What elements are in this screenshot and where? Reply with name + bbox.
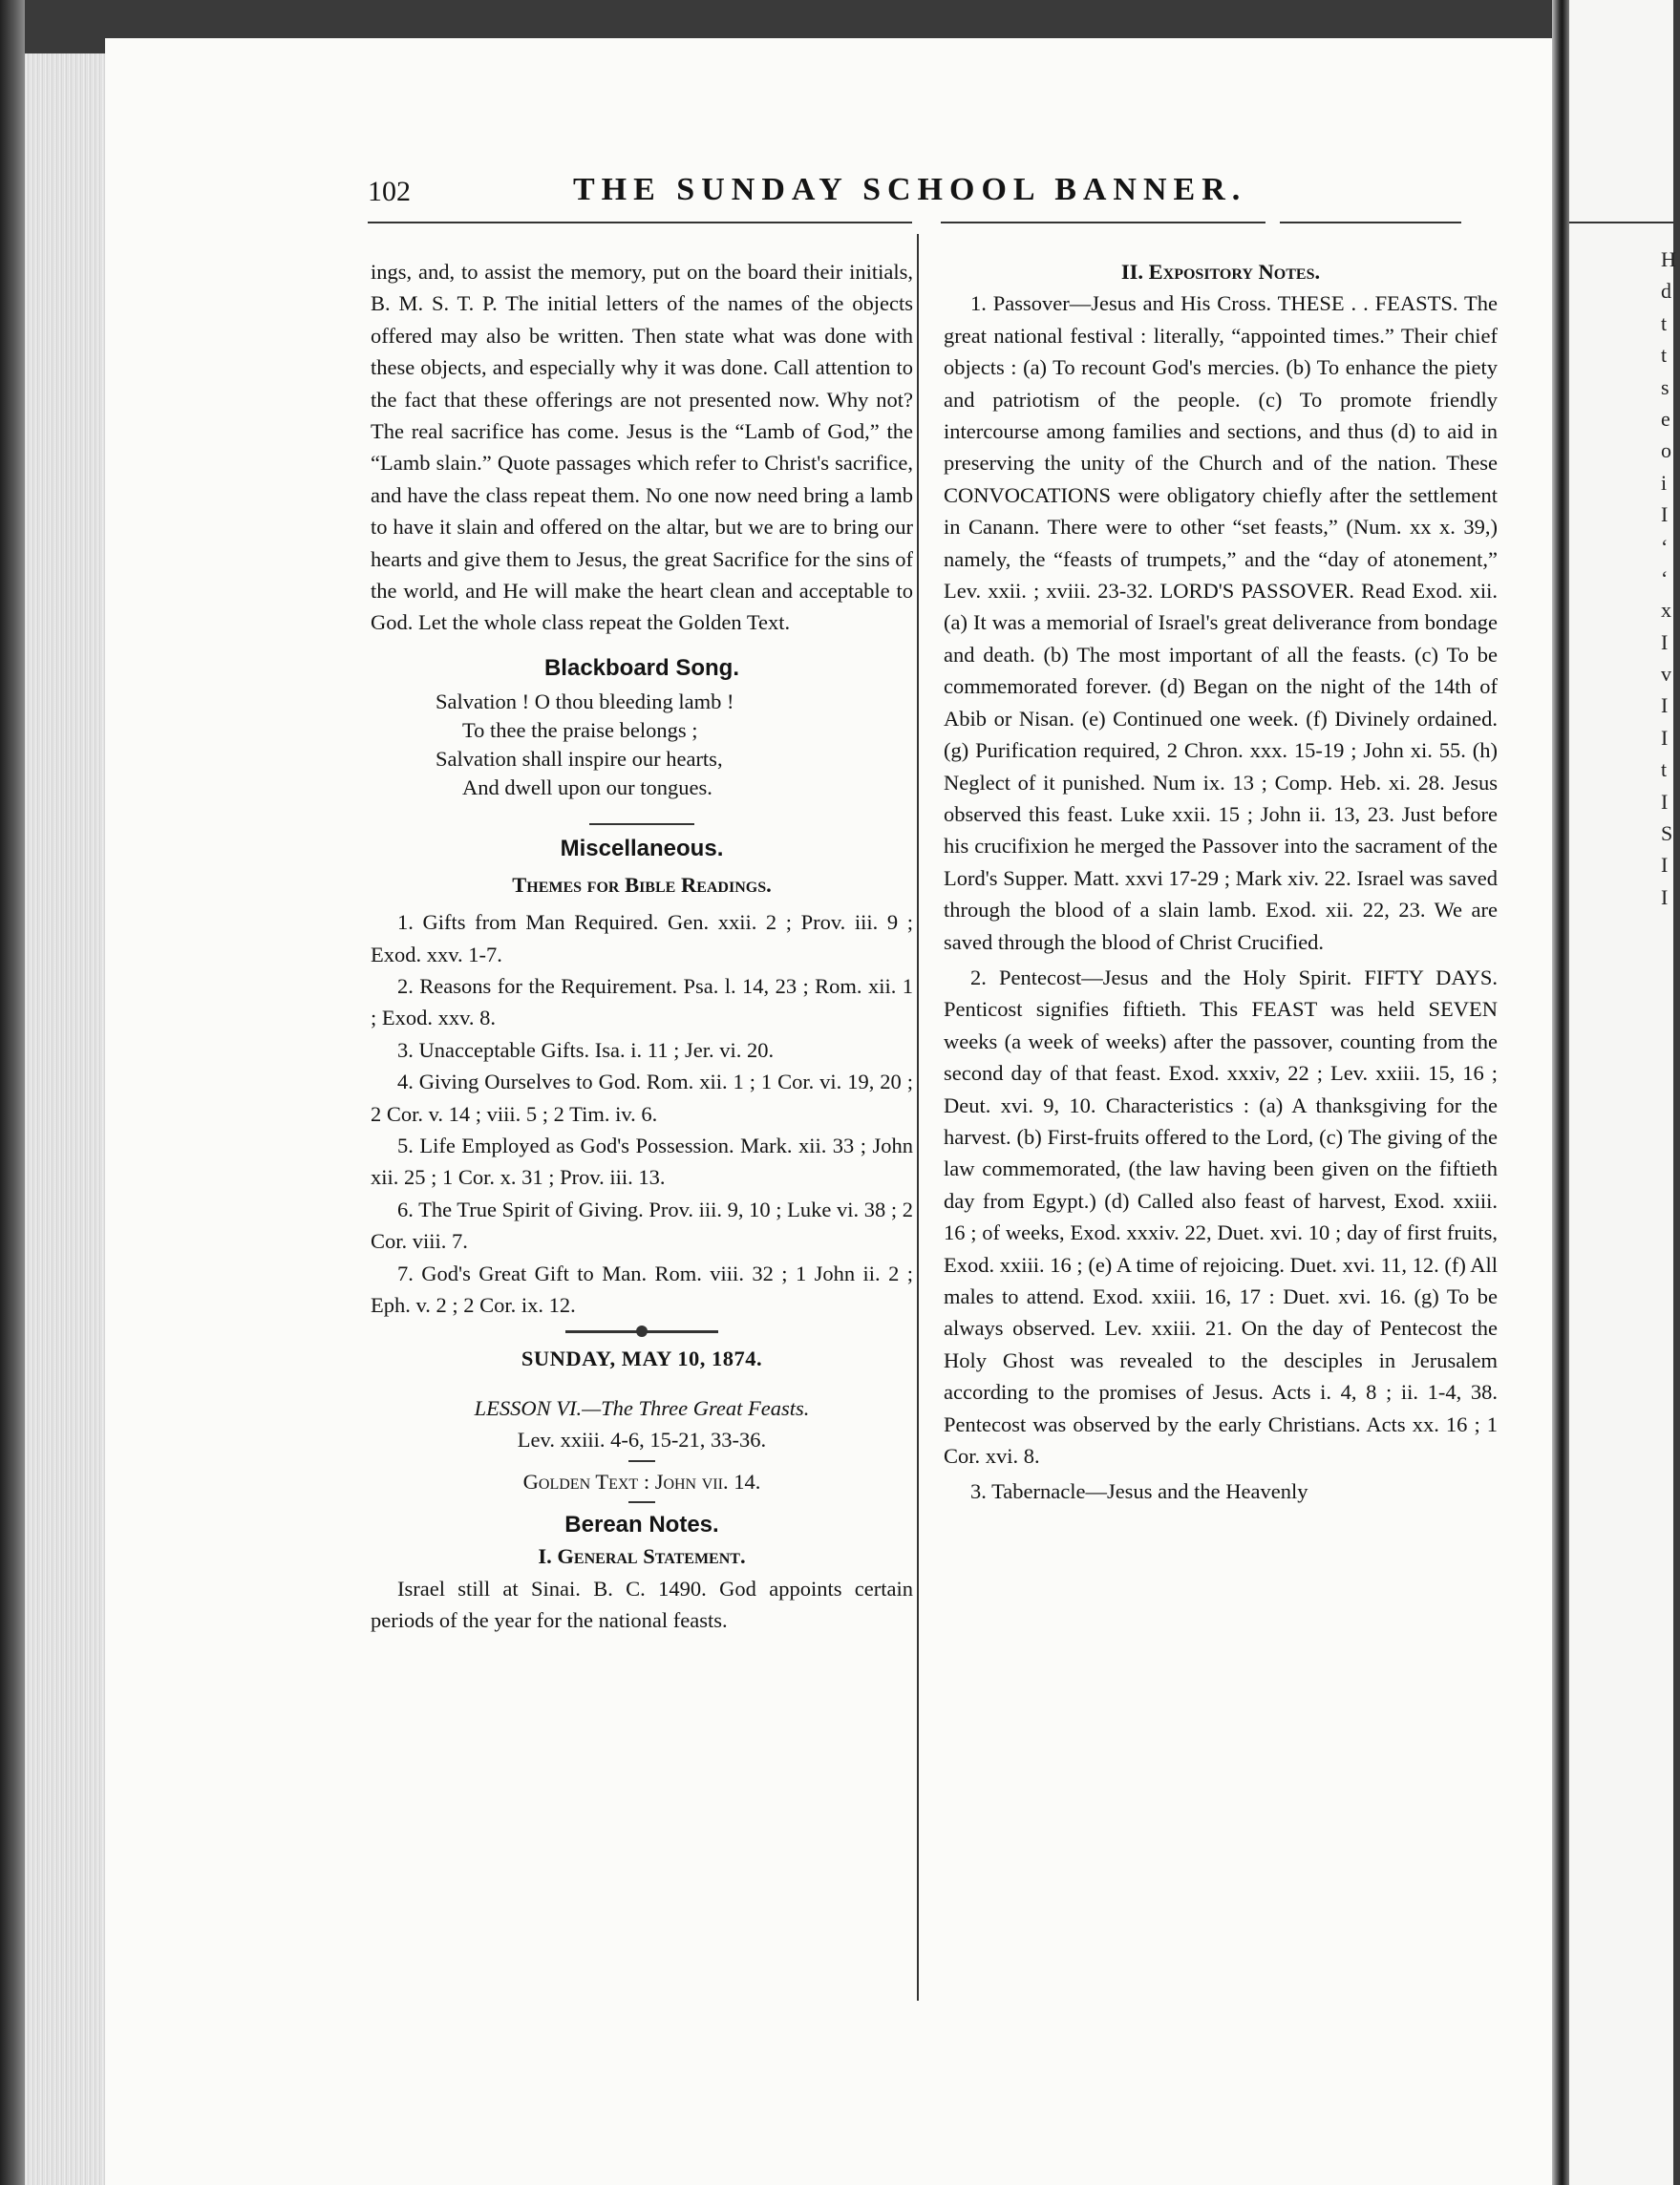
fragment-letter: H bbox=[1661, 247, 1676, 271]
intro-line: done. Call attention to the fact that these bbox=[371, 355, 913, 412]
fragment-letter: x bbox=[1661, 598, 1671, 623]
fragment-letter: ‘ bbox=[1661, 565, 1669, 590]
general-statement-heading: I. General Statement. bbox=[538, 1544, 746, 1569]
expository-notes-heading: II. Expository Notes. bbox=[1120, 260, 1321, 284]
page-header bbox=[368, 162, 1495, 220]
miscellaneous-heading: Miscellaneous. bbox=[560, 836, 724, 862]
themes-list bbox=[371, 906, 913, 1321]
scan-edge bbox=[0, 0, 25, 2185]
fragment-letter: I bbox=[1661, 502, 1669, 527]
fragment-letter: I bbox=[1661, 693, 1669, 718]
theme-item: 6. The True Spirit of Giving. Prov. iii. 9, 10 ; Luke vi. 38 ; 2 Cor. viii. 7. bbox=[371, 1197, 914, 1254]
fragment-letter: I bbox=[1661, 725, 1669, 750]
next-page-header-rule bbox=[1569, 222, 1673, 223]
song-line: Salvation shall inspire our hearts, bbox=[436, 747, 723, 772]
fragment-letter: I bbox=[1661, 789, 1669, 814]
intro-line: but we are to bring our hearts and give them to bbox=[371, 515, 913, 571]
note-tabernacle: 3. Tabernacle—Jesus and the Heavenly bbox=[970, 1479, 1308, 1504]
intro-line: board their initials, B. M. S. T. P. The initial bbox=[371, 260, 914, 316]
note-pentecost: 2. Pentecost—Jesus and the Holy Spirit. FIFTY DAYS. Penticost signifies fiftieth. This FEAST was held SEVEN weeks (a week of weeks) after the passover, counting from the second day of that feast. Exod. xxxiv, 22 ; Lev. xxiii. 15, 16 ; Deut. xvi. 9, 10. Characteristics : (a) A thanksgiving for the harvest. (b) First-fruits offered to the Lord, (c) The giving of the law commemorated, (the law having been given on the fiftieth day from Egypt.) (d) Called also feast of harvest, Exod. xxiii. 16 ; of weeks, Exod. xxxiv. 22, Duet. xvi. 10 ; day of first fruits, Exod. xxiii. 16 ; (e) A time of rejoicing. Duet. xvi. 11, 12. (f) All males to attend. Exod. xxiii. 16, 17 : Duet. xvi. 16. (g) To be always observed. Lev. xxiii. 21. On the day of Pentecost the Holy Ghost was revealed to the desciples in Jerusalem according to the promises of Jesus. Acts i. 4, 8 ; ii. 1-4, 38. Pentecost was observed by the early Christians. Acts xx. 16 ; 1 Cor. xvi. 8. bbox=[944, 965, 1498, 1469]
theme-item: 3. Unacceptable Gifts. Isa. i. 11 ; Jer. vi. 20. bbox=[397, 1037, 775, 1062]
intro-line: The real sacrifice has come. Jesus is the “Lamb bbox=[371, 419, 802, 444]
themes-subheading: Themes for Bible Readings. bbox=[512, 872, 772, 897]
left-column bbox=[371, 256, 913, 1637]
fragment-letter: I bbox=[1661, 853, 1669, 878]
section-rule bbox=[628, 1460, 655, 1462]
general-statement-text: Israel still at Sinai. B. C. 1490. God appoints certain periods of the year for the national feasts. bbox=[371, 1576, 913, 1633]
intro-line: world, and He will make the heart clean and bbox=[403, 579, 799, 604]
fragment-letter: I bbox=[1661, 629, 1669, 654]
fragment-letter: d bbox=[1661, 279, 1671, 304]
book-gutter bbox=[1552, 0, 1569, 2185]
theme-item: 4. Giving Ourselves to God. Rom. xii. 1 ; 1 Cor. vi. 19, 20 ; 2 Cor. v. 14 ; viii. 5 ; 2 Tim. iv. 6. bbox=[371, 1070, 913, 1126]
fragment-letter: v bbox=[1661, 662, 1671, 687]
intro-line: ings, and, to assist the memory, put on the bbox=[371, 260, 748, 284]
intro-line: Jesus, the great Sacrifice for the sins of the bbox=[371, 546, 913, 604]
fragment-letter: e bbox=[1661, 406, 1670, 431]
berean-notes-heading: Berean Notes. bbox=[564, 1512, 719, 1538]
intro-line: of God,” the “Lamb slain.” Quote passages bbox=[371, 419, 914, 476]
right-column bbox=[944, 256, 1498, 1508]
note-passover: 1. Passover—Jesus and His Cross. THESE . . FEASTS. The great national festival : literally, “appointed times.” Their chief objects : (a) To recount God's mercies. (b) To enhance the piety and patriotism of the people. (c) To promote friendly intercourse among families and sections, and thus (d) to aid in preserving the unity of the Church and of the nation. These CONVOCATIONS were obligatory chiefly after the settlement in Canann. There were to other “set feasts,” (Num. xx x. 39,) namely, the “feasts of trumpets,” and the “day of atonement,” Lev. xxii. ; xviii. 23-32. LORD'S PASSOVER. Read Exod. xii. (a) It was a memorial of Israel's great deliverance from bondage and death. (b) The most important of all the feasts. (c) To be commemorated forever. (d) Began on the night of the 14th of Abib or Nisan. (e) Continued one week. (f) Divinely ordained. (g) Purification required, 2 Chron. xxx. 15-19 ; John xi. 55. (h) Neglect of it punished. Num ix. 13 ; Comp. Heb. xi. 28. Jesus observed this feast. Luke xxii. 15 ; John ii. 13, 23. Just before his crucifixion he merged the Passover into the sacrament of the Lord's Supper. Matt. xxvi 17-29 ; Mark xiv. 22. Israel was saved through the blood of a slain lamb. Exod. xii. 22, 23. We are saved through the blood of Christ Crucified. bbox=[944, 291, 1498, 954]
fragment-letter: S bbox=[1661, 821, 1673, 846]
blackboard-song-heading: Blackboard Song. bbox=[543, 654, 740, 681]
intro-line: acceptable to God. Let the whole class repeat bbox=[371, 579, 913, 635]
header-rule-left bbox=[368, 222, 912, 223]
column-divider bbox=[917, 234, 919, 2001]
intro-line: class repeat them. No one now need bring a bbox=[485, 482, 870, 507]
blackboard-song bbox=[436, 688, 913, 802]
intro-line: with these objects, and especially why it was bbox=[371, 323, 913, 380]
lesson-scripture: Lev. xxiii. 4-6, 15-21, 33-36. bbox=[517, 1428, 767, 1453]
theme-item: 7. God's Great Gift to Man. Rom. viii. 32 ; 1 John ii. 2 ; Eph. v. 2 ; 2 Cor. ix. 12. bbox=[371, 1261, 913, 1317]
fragment-letter: t bbox=[1661, 343, 1668, 368]
theme-item: 5. Life Employed as God's Possession. Mark. xii. 33 ; John xii. 25 ; 1 Cor. x. 31 ; Prov. iii. 13. bbox=[371, 1133, 913, 1190]
golden-text: Golden Text : John vii. 14. bbox=[522, 1469, 761, 1494]
intro-line: letters of the names of the objects offered may bbox=[371, 291, 913, 348]
intro-line: the Golden Text. bbox=[647, 610, 791, 635]
next-page-fragment bbox=[1661, 244, 1680, 913]
book-page-stack bbox=[25, 53, 105, 2185]
fragment-letter: ‘ bbox=[1661, 534, 1669, 559]
theme-item: 1. Gifts from Man Required. Gen. xxii. 2 ; Prov. iii. 9 ; Exod. xxv. 1-7. bbox=[371, 910, 913, 966]
page-number: 102 bbox=[368, 176, 411, 207]
section-rule bbox=[589, 823, 694, 825]
fragment-letter: t bbox=[1661, 310, 1668, 335]
lesson-date: SUNDAY, MAY 10, 1874. bbox=[521, 1347, 763, 1371]
theme-item: 2. Reasons for the Requirement. Psa. l. 14, 23 ; Rom. xii. 1 ; Exod. xxv. 8. bbox=[371, 973, 913, 1030]
intro-line: lamb to have it slain and offered on the altar, bbox=[371, 482, 913, 540]
song-line: And dwell upon our tongues. bbox=[462, 775, 712, 800]
section-rule bbox=[628, 1501, 655, 1503]
intro-paragraph bbox=[371, 256, 913, 639]
song-line: Salvation ! O thou bleeding lamb ! bbox=[436, 689, 734, 714]
intro-line: offerings are not presented now. Why not? bbox=[535, 387, 913, 412]
ornamental-rule bbox=[565, 1330, 718, 1333]
fragment-letter: i bbox=[1661, 470, 1668, 495]
song-line: To thee the praise belongs ; bbox=[462, 718, 698, 743]
lesson-title: LESSON VI.—The Three Great Feasts. bbox=[474, 1395, 810, 1420]
header-rule-middle bbox=[941, 222, 1265, 223]
intro-line: which refer to Christ's sacrifice, and have the bbox=[371, 451, 913, 507]
running-title: THE SUNDAY SCHOOL BANNER. bbox=[573, 172, 1247, 207]
fragment-letter: I bbox=[1661, 884, 1669, 909]
fragment-letter: s bbox=[1661, 374, 1669, 399]
next-page-edge bbox=[1569, 0, 1676, 2185]
fragment-letter: t bbox=[1661, 757, 1668, 782]
fragment-letter: o bbox=[1661, 438, 1671, 463]
intro-line: also be written. Then state what was done bbox=[485, 323, 875, 348]
header-rule-right bbox=[1280, 222, 1461, 223]
